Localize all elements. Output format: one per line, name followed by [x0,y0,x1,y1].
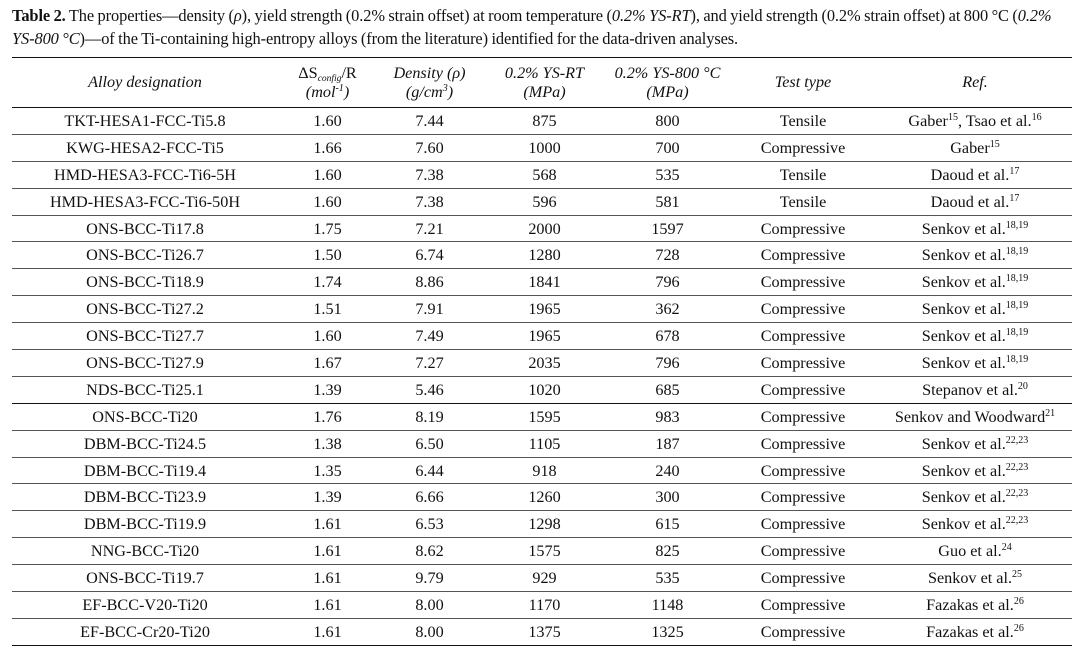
cell-entropy: 1.61 [278,565,377,592]
table-row [12,376,1072,403]
cell-ys-rt: 1375 [482,618,607,645]
cell-test-type: Compressive [728,215,878,242]
cell-ys-800: 187 [607,430,728,457]
cell-ys-rt: 568 [482,161,607,188]
cell-ys-800: 983 [607,403,728,430]
cell-alloy: DBM-BCC-Ti19.4 [12,457,278,484]
cell-ys-800: 1597 [607,215,728,242]
cell-ys-800: 1325 [607,618,728,645]
cell-ys-800: 728 [607,242,728,269]
cell-test-type: Compressive [728,457,878,484]
table-caption: Table 2. The properties—density (ρ), yield strength (0.2% strain offset) at room temperature (0.2% YS-RT), and yield strength (0.2% strain offset) at 800 °C (0.2% YS-800 °C)—of the Ti-containing high-entropy alloys (from the literature) identified for the data-driven analyses. [12,6,1052,48]
cell-ref: Guo et al.$^{24}$ [878,538,1072,565]
table-row [12,242,1072,269]
cell-ys-rt: 1298 [482,511,607,538]
cell-ref: Gaber$^{15}$, Tsao et al.$^{16}$ [878,108,1072,135]
cell-alloy: EF-BCC-V20-Ti20 [12,592,278,619]
cell-entropy: 1.61 [278,618,377,645]
cell-entropy: 1.66 [278,134,377,161]
cell-entropy: 1.60 [278,188,377,215]
cell-ys-800: 700 [607,134,728,161]
cell-alloy: ONS-BCC-Ti18.9 [12,269,278,296]
cell-alloy: ONS-BCC-Ti26.7 [12,242,278,269]
cell-density: 8.00 [377,618,482,645]
cell-ys-rt: 2035 [482,350,607,377]
table-row [12,161,1072,188]
cell-ys-rt: 1280 [482,242,607,269]
cell-entropy: 1.67 [278,350,377,377]
cell-alloy: KWG-HESA2-FCC-Ti5 [12,134,278,161]
cell-ys-800: 300 [607,484,728,511]
table-row [12,403,1072,430]
cell-entropy: 1.76 [278,403,377,430]
cell-alloy: HMD-HESA3-FCC-Ti6-5H [12,161,278,188]
cell-ref: Senkov et al.$^{18,19}$ [878,215,1072,242]
table-row [12,484,1072,511]
table-label: Table 2. [12,6,66,25]
cell-ys-800: 796 [607,350,728,377]
table-row [12,350,1072,377]
cell-ref: Senkov et al.$^{22,23}$ [878,484,1072,511]
cell-alloy: ONS-BCC-Ti19.7 [12,565,278,592]
cell-density: 6.53 [377,511,482,538]
cell-entropy: 1.60 [278,323,377,350]
cell-ys-800: 678 [607,323,728,350]
cell-test-type: Compressive [728,511,878,538]
cell-test-type: Compressive [728,538,878,565]
cell-density: 8.19 [377,403,482,430]
cell-entropy: 1.39 [278,376,377,403]
cell-ref: Senkov et al.$^{18,19}$ [878,242,1072,269]
cell-test-type: Tensile [728,161,878,188]
cell-ref: Senkov et al.$^{18,19}$ [878,323,1072,350]
cell-ys-800: 240 [607,457,728,484]
cell-alloy: DBM-BCC-Ti19.9 [12,511,278,538]
cell-test-type: Compressive [728,430,878,457]
cell-alloy: EF-BCC-Cr20-Ti20 [12,618,278,645]
cell-density: 7.49 [377,323,482,350]
table-row [12,188,1072,215]
cell-ref: Senkov et al.$^{18,19}$ [878,296,1072,323]
table-row [12,108,1072,135]
cell-entropy: 1.39 [278,484,377,511]
cell-test-type: Compressive [728,403,878,430]
cell-test-type: Compressive [728,618,878,645]
cell-ys-800: 615 [607,511,728,538]
cell-density: 9.79 [377,565,482,592]
cell-test-type: Compressive [728,484,878,511]
cell-density: 8.86 [377,269,482,296]
cell-ys-rt: 1575 [482,538,607,565]
table-row [12,323,1072,350]
cell-alloy: NNG-BCC-Ti20 [12,538,278,565]
cell-ys-rt: 1965 [482,296,607,323]
table-row [12,618,1072,645]
cell-ref: Senkov et al.$^{25}$ [878,565,1072,592]
table-row [12,215,1072,242]
cell-density: 7.38 [377,188,482,215]
cell-ys-800: 581 [607,188,728,215]
cell-test-type: Compressive [728,350,878,377]
cell-alloy: NDS-BCC-Ti25.1 [12,376,278,403]
cell-density: 6.44 [377,457,482,484]
cell-ys-800: 796 [607,269,728,296]
cell-entropy: 1.61 [278,592,377,619]
table-header-row [12,58,1072,108]
cell-entropy: 1.75 [278,215,377,242]
cell-ys-rt: 1841 [482,269,607,296]
cell-entropy: 1.50 [278,242,377,269]
cell-ys-rt: 929 [482,565,607,592]
cell-ys-rt: 1000 [482,134,607,161]
cell-test-type: Compressive [728,296,878,323]
cell-ref: Senkov et al.$^{18,19}$ [878,269,1072,296]
cell-test-type: Compressive [728,376,878,403]
cell-ys-rt: 1965 [482,323,607,350]
cell-ref: Stepanov et al.$^{20}$ [878,376,1072,403]
cell-ref: Senkov et al.$^{18,19}$ [878,350,1072,377]
table-row [12,296,1072,323]
cell-ys-rt: 1595 [482,403,607,430]
header-entropy: $\Delta S_{config}/R$ (mol$^{-1}$) [278,58,377,108]
cell-ys-800: 362 [607,296,728,323]
cell-alloy: ONS-BCC-Ti20 [12,403,278,430]
cell-alloy: ONS-BCC-Ti27.7 [12,323,278,350]
cell-entropy: 1.38 [278,430,377,457]
cell-alloy: ONS-BCC-Ti17.8 [12,215,278,242]
cell-density: 6.50 [377,430,482,457]
table-row [12,457,1072,484]
cell-ys-rt: 1105 [482,430,607,457]
header-ref: Ref. [878,58,1072,108]
cell-density: 7.60 [377,134,482,161]
table-row [12,592,1072,619]
cell-entropy: 1.51 [278,296,377,323]
cell-density: 6.74 [377,242,482,269]
cell-entropy: 1.61 [278,511,377,538]
cell-test-type: Compressive [728,565,878,592]
table-row [12,134,1072,161]
cell-entropy: 1.61 [278,538,377,565]
cell-test-type: Compressive [728,134,878,161]
cell-ys-rt: 918 [482,457,607,484]
cell-density: 7.27 [377,350,482,377]
cell-alloy: ONS-BCC-Ti27.9 [12,350,278,377]
cell-ys-800: 535 [607,565,728,592]
cell-density: 5.46 [377,376,482,403]
cell-ys-800: 535 [607,161,728,188]
cell-test-type: Tensile [728,188,878,215]
table-row [12,269,1072,296]
cell-alloy: DBM-BCC-Ti24.5 [12,430,278,457]
cell-ys-800: 685 [607,376,728,403]
cell-entropy: 1.60 [278,108,377,135]
table-row [12,538,1072,565]
cell-alloy: DBM-BCC-Ti23.9 [12,484,278,511]
cell-ref: Senkov et al.$^{22,23}$ [878,430,1072,457]
cell-ys-rt: 1260 [482,484,607,511]
cell-ref: Senkov and Woodward$^{21}$ [878,403,1072,430]
cell-density: 7.38 [377,161,482,188]
cell-entropy: 1.74 [278,269,377,296]
cell-alloy: HMD-HESA3-FCC-Ti6-50H [12,188,278,215]
cell-test-type: Compressive [728,269,878,296]
cell-test-type: Compressive [728,242,878,269]
cell-ref: Senkov et al.$^{22,23}$ [878,457,1072,484]
cell-ref: Fazakas et al.$^{26}$ [878,592,1072,619]
cell-ref: Daoud et al.$^{17}$ [878,188,1072,215]
table-row [12,430,1072,457]
table-body [12,108,1072,646]
cell-ys-rt: 1020 [482,376,607,403]
table-row [12,511,1072,538]
properties-table [12,57,1072,646]
cell-ys-800: 800 [607,108,728,135]
cell-test-type: Compressive [728,323,878,350]
cell-ys-rt: 2000 [482,215,607,242]
cell-entropy: 1.60 [278,161,377,188]
table-row [12,565,1072,592]
cell-ref: Daoud et al.$^{17}$ [878,161,1072,188]
cell-ref: Fazakas et al.$^{26}$ [878,618,1072,645]
cell-density: 8.62 [377,538,482,565]
header-density: Density (ρ) $(g/cm^3)$ [377,58,482,108]
cell-ref: Gaber$^{15}$ [878,134,1072,161]
cell-entropy: 1.35 [278,457,377,484]
cell-alloy: ONS-BCC-Ti27.2 [12,296,278,323]
cell-density: 7.44 [377,108,482,135]
cell-ys-rt: 1170 [482,592,607,619]
cell-density: 8.00 [377,592,482,619]
header-ys-rt: 0.2% YS-RT (MPa) [482,58,607,108]
cell-ys-rt: 596 [482,188,607,215]
cell-ys-rt: 875 [482,108,607,135]
cell-test-type: Tensile [728,108,878,135]
cell-test-type: Compressive [728,592,878,619]
cell-density: 7.21 [377,215,482,242]
cell-ref: Senkov et al.$^{22,23}$ [878,511,1072,538]
cell-alloy: TKT-HESA1-FCC-Ti5.8 [12,108,278,135]
header-test-type: Test type [728,58,878,108]
header-ys-800: 0.2% YS-800 °C (MPa) [607,58,728,108]
header-alloy-designation: Alloy designation [12,58,278,108]
cell-ys-800: 1148 [607,592,728,619]
cell-ys-800: 825 [607,538,728,565]
cell-density: 6.66 [377,484,482,511]
cell-density: 7.91 [377,296,482,323]
